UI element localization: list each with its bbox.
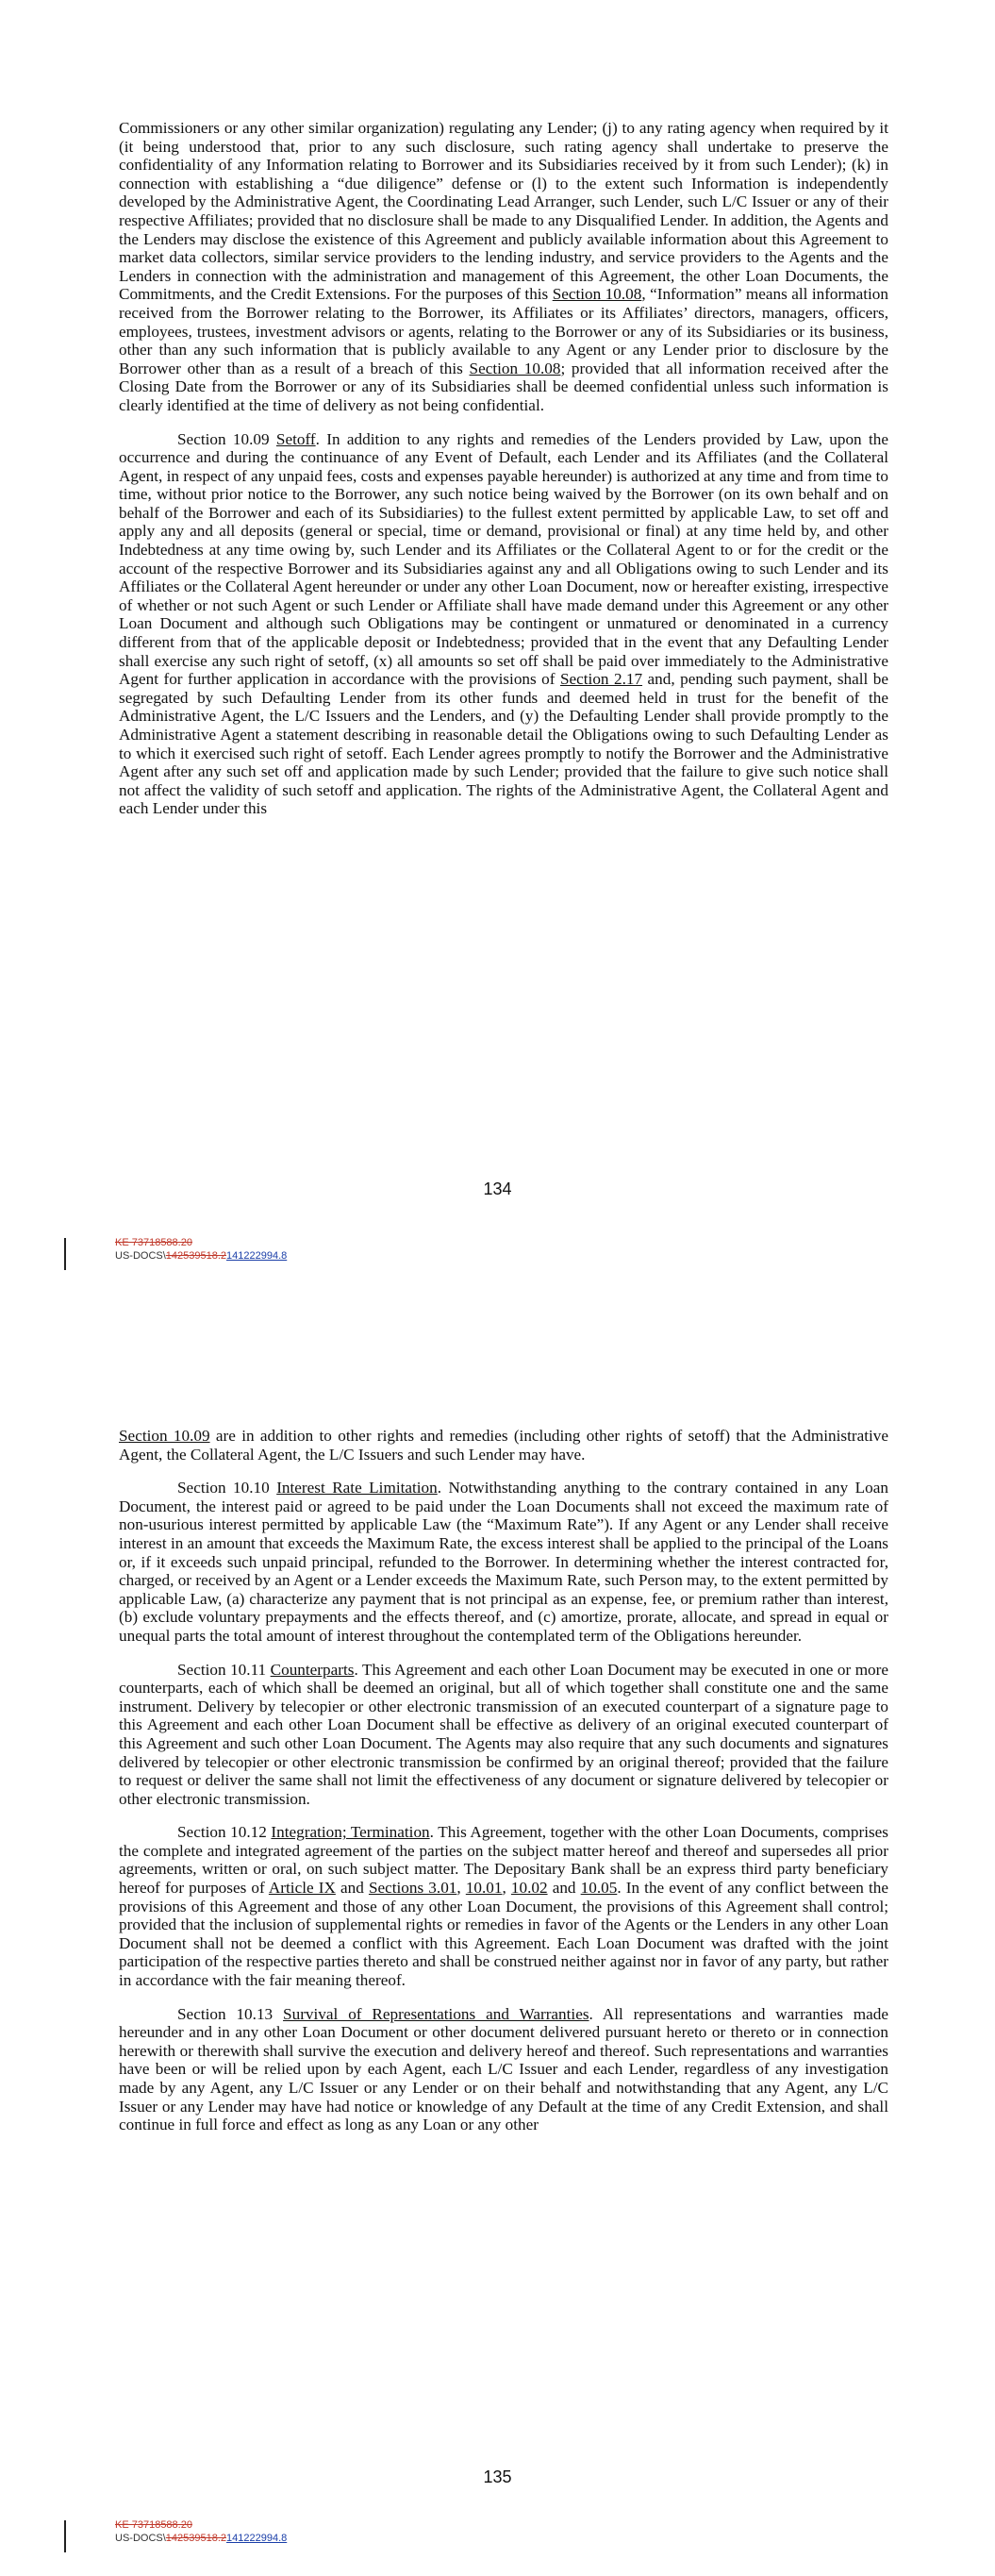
text-segment: . This Agreement, together with the other Loan Documents, comprises the complete and integrated agreement of the parties on the subject matter hereof and thereof and supersedes all prior agreements, written or oral, on such subject matter. The Depositary Bank shall be an express third party beneficiary hereof for purposes of	[119, 1823, 888, 1898]
paragraph-p2-survival	[119, 2005, 888, 2134]
paragraph-p2-integration	[119, 1823, 888, 1989]
page-number: 135	[483, 2467, 512, 2486]
page-134-body	[119, 119, 888, 833]
document-footer	[115, 1236, 287, 1263]
text-segment: . In addition to any rights and remedies of the Lenders provided by Law, upon the occurrence and during the continuance of any Event of Default, each Lender and its Affiliates (and the Collateral Agent, in respect of any unpaid fees, costs and expenses payable hereunder) is authorized at any time and from time to time, without prior notice to the Borrower, any such notice being waived by the Borrower (on its own behalf and on behalf of the Borrower and each of its Subsidiaries) to the fullest extent permitted by applicable Law, to set off and apply any and all deposits (general or special, time or demand, provisional or final) at any time held by, and other Indebtedness at any time owing by, such Lender and its Affiliates or the Collateral Agent to or for the credit or the account of the respective Borrower and its Subsidiaries against any and all Obligations owing to such Lender and its Affiliates or the Collateral Agent hereunder or under any other Loan Document, now or hereafter existing, irrespective of whether or not such Agent or such Lender or Affiliate shall have made demand under this Agreement or any other Loan Document and although such Obligations may be contingent or unmatured or denominated in a currency different from that of the applicable deposit or Indebtedness; provided that in the event that any Defaulting Lender shall exercise any such right of setoff, (x) all amounts so set off shall be paid over immediately to the Administrative Agent for further application in accordance with the provisions of	[119, 429, 888, 689]
page-135-body	[119, 1427, 888, 2149]
section-reference: Interest Rate Limitation	[276, 1479, 438, 1497]
text-segment: Section 10.10	[177, 1479, 277, 1497]
footer-deleted-number: 142539518.2	[165, 2533, 227, 2544]
text-segment: ,	[456, 1879, 466, 1898]
section-reference: Setoff	[275, 429, 316, 448]
text-segment: and	[335, 1879, 369, 1898]
text-segment: Section 10.11	[177, 1660, 271, 1679]
text-segment: . In the event of any conflict between the provisions of this Agreement and those of any other Loan Document, the provisions of this Agreement shall control; provided that the inclusion of supplemental rights or remedies in favor of the Agents or the Lenders in any other Loan Document shall not be deemed a conflict with this Agreement. Each Loan Document was drafted with the joint participation of the respective parties thereto and shall be construed neither against nor in favor of any party, but rather in accordance with the fair meaning thereof.	[119, 1879, 888, 1990]
text-segment: ,	[502, 1879, 511, 1898]
section-reference: 10.05	[580, 1879, 618, 1898]
change-bar	[64, 2520, 66, 2552]
text-segment: . Notwithstanding anything to the contrary contained in any Loan Document, the interest paid or agreed to be paid under the Loan Documents shall not exceed the maximum rate of non-usurious interest permitted by applicable Law (the “Maximum Rate”). If any Agent or any Lender shall receive interest in an amount that exceeds the Maximum Rate, the excess interest shall be applied to the principal of the Loans or, if it exceeds such unpaid principal, refunded to the Borrower. In determining whether the interest contracted for, charged, or received by an Agent or a Lender exceeds the Maximum Rate, such Person may, to the extent permitted by applicable Law, (a) characterize any payment that is not principal as an expense, fee, or premium rather than interest, (b) exclude voluntary prepayments and the effects thereof, and (c) amortize, prorate, allocate, and spread in equal or unequal parts the total amount of interest throughout the contemplated term of the Obligations hereunder.	[119, 1479, 888, 1645]
text-segment: Section 10.12	[177, 1823, 272, 1842]
footer-inserted-number: 141222994.8	[226, 2533, 288, 2544]
text-segment: Section 10.13	[177, 2004, 284, 2023]
paragraph-p2-interest	[119, 1479, 888, 1645]
footer-docs-number: US-DOCS\142539518.2141222994.8	[115, 2533, 288, 2544]
footer-deleted-number: 142539518.2	[165, 1250, 227, 1262]
text-segment: Section 10.09	[177, 429, 276, 448]
paragraph-p2-counterparts	[119, 1661, 888, 1809]
text-segment: and, pending such payment, shall be segregated by such Defaulting Lender from its other funds and deemed held in trust for the benefit of the Administrative Agent, the L/C Issuers and the Lenders, and (y) the Defaulting Lender shall provide promptly to the Administrative Agent a statement describing in reasonable detail the Obligations owing to such Defaulting Lender as to which it exercised such right of setoff. Each Lender agrees promptly to notify the Borrower and the Administrative Agent after any such set off and application made by such Lender; provided that the failure to give such notice shall not affect the validity of such setoff and application. The rights of the Administrative Agent, the Collateral Agent and each Lender under this	[119, 670, 889, 818]
text-segment: , “Information” means all information received from the Borrower relating to the Borrower, its Affiliates or its Affiliates’ directors, managers, officers, employees, trustees, investment advisors or agents, relating to the Borrower or any of its Subsidiaries or its business, other than any such information that is publicly available to any Agent or any Lender prior to disclosure by the Borrower other than as a result of a breach of this	[119, 285, 888, 377]
text-segment: . All representations and warranties made hereunder and in any other Loan Document or other document delivered pursuant hereto or thereto or in connection herewith or therewith shall survive the execution and delivery hereof and thereof. Such representations and warranties have been or will be relied upon by each Agent, each L/C Issuer and each Lender, regardless of any investigation made by any Agent, any L/C Issuer or any Lender or on their behalf and notwithstanding that any Agent, any L/C Issuer or any Lender may have had notice or knowledge of any Default at the time of any Credit Extension, and shall continue in full force and effect as long as any Loan or any other	[119, 2004, 889, 2134]
change-bar	[64, 1238, 66, 1270]
section-reference: 10.01	[465, 1879, 503, 1898]
text-segment: are in addition to other rights and remedies (including other rights of setoff) that the Administrative Agent, the Collateral Agent, the L/C Issuers and such Lender may have.	[119, 1427, 888, 1464]
section-reference: Counterparts	[270, 1660, 355, 1679]
section-reference: Integration; Termination	[271, 1823, 430, 1842]
footer-ke-number: KE 73718588.20	[115, 2519, 192, 2531]
section-reference: Section 2.17	[559, 670, 643, 689]
page-135	[0, 1288, 995, 2576]
section-reference: Sections 3.01	[368, 1879, 457, 1898]
paragraph-p1-cont	[119, 119, 888, 415]
text-segment: and	[547, 1879, 581, 1898]
footer-docs-number: US-DOCS\142539518.2141222994.8	[115, 1250, 288, 1262]
text-segment: Commissioners or any other similar organization) regulating any Lender; (j) to any rating agency when required by it (it being understood that, prior to any such disclosure, such rating agency shall undertake to preserve the confidentiality of any Information relating to Borrower and its Subsidiaries received by it from such Lender); (k) in connection with establishing a “due diligence” defense or (l) to the extent such Information is independently developed by the Administrative Agent, the Coordinating Lead Arranger, such Lender, such L/C Issuer or any of their respective Affiliates; provided that no disclosure shall be made to any Disqualified Lender. In addition, the Agents and the Lenders may disclose the existence of this Agreement and publicly available information about this Agreement to market data collectors, similar service providers to the lending industry, and service providers to the Agents and the Lenders in connection with the administration and management of this Agreement, the other Loan Documents, the Commitments, and the Credit Extensions. For the purposes of this	[119, 119, 888, 304]
paragraph-p1-setoff	[119, 430, 888, 818]
text-segment: ; provided that all information received after the Closing Date from the Borrower or any of its Subsidiaries shall be deemed confidential unless such information is clearly identified at the time of delivery as not being confidential.	[119, 359, 889, 414]
section-reference: Survival of Representations and Warranties	[283, 2004, 589, 2023]
page-number: 134	[483, 1179, 512, 1198]
footer-inserted-number: 141222994.8	[226, 1250, 288, 1262]
section-reference: Section 10.09	[119, 1427, 210, 1445]
section-reference: 10.02	[510, 1879, 548, 1898]
section-reference: Section 10.08	[469, 359, 561, 377]
document-footer	[115, 2518, 287, 2545]
paragraph-p2-cont	[119, 1427, 888, 1464]
section-reference: Article IX	[268, 1879, 336, 1898]
section-reference: Section 10.08	[552, 285, 642, 304]
footer-ke-number: KE 73718588.20	[115, 1237, 192, 1248]
text-segment: . This Agreement and each other Loan Document may be executed in one or more counterparts, each of which shall be deemed an original, but all of which together shall constitute one and the same instrument. Delivery by telecopier or other electronic transmission of an executed counterpart of a signature page to this Agreement and each other Loan Document shall be effective as delivery of an original executed counterpart of this Agreement and such other Loan Document. The Agents may also require that any such documents and signatures delivered by telecopier or other electronic transmission be confirmed by an original thereof; provided that the failure to request or deliver the same shall not limit the effectiveness of any document or signature delivered by telecopier or other electronic transmission.	[119, 1660, 889, 1808]
